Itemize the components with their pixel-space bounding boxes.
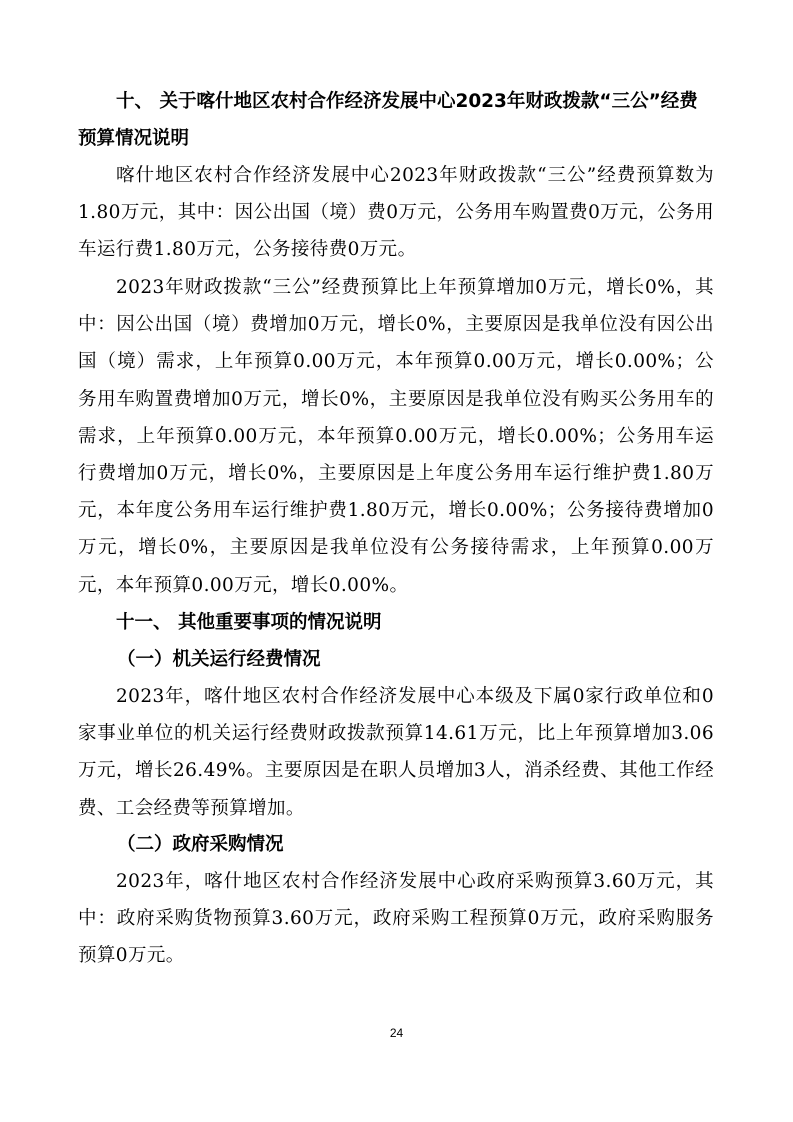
section-10-paragraph-2: 2023年财政拨款“三公”经费预算比上年预算增加0万元，增长0%，其中：因公出国（境）费增加0万元，增长0%，主要原因是我单位没有因公出国（境）需求，上年预算0.00万元，本年预算0.00万元，增长0.00%；公务用车购置费增加0万元，增长0%，主要原因是我单位没有购买公务用车的需求，上年预算0.00万元，本年预算0.00万元，增长0.00%；公务用车运行费增加0万元，增长0%，主要原因是上年度公务用车运行维护费1.80万元，本年度公务用车运行维护费1.80万元，增长0.00%；公务接待费增加0万元，增长0%，主要原因是我单位没有公务接待需求，上年预算0.00万元，本年预算0.00万元，增长0.00%。 [78,277,714,596]
section-11-heading: 十一、 其他重要事项的情况说明 [116,612,382,633]
section-10-paragraph-1: 喀什地区农村合作经济发展中心2023年财政拨款“三公”经费预算数为1.80万元，其中：因公出国（境）费0万元，公务用车购置费0万元，公务用车运行费1.80万元，公务接待费0万元。 [78,165,714,261]
page-number: 24 [389,1026,404,1040]
subsection-1-paragraph: 2023年，喀什地区农村合作经济发展中心本级及下属0家行政单位和0家事业单位的机关运行经费财政拨款预算14.61万元，比上年预算增加3.06万元，增长26.49%。主要原因是在职人员增加3人，消杀经费、其他工作经费、工会经费等预算增加。 [78,686,714,819]
subsection-1-heading: （一）机关运行经费情况 [117,649,321,670]
subsection-2-heading: （二）政府采购情况 [117,834,284,855]
section-10-heading: 十、 关于喀什地区农村合作经济发展中心2023年财政拨款“三公”经费预算情况说明 [78,91,698,149]
subsection-2-paragraph: 2023年，喀什地区农村合作经济发展中心政府采购预算3.60万元，其中：政府采购货物预算3.60万元，政府采购工程预算0万元，政府采购服务预算0万元。 [78,871,714,967]
